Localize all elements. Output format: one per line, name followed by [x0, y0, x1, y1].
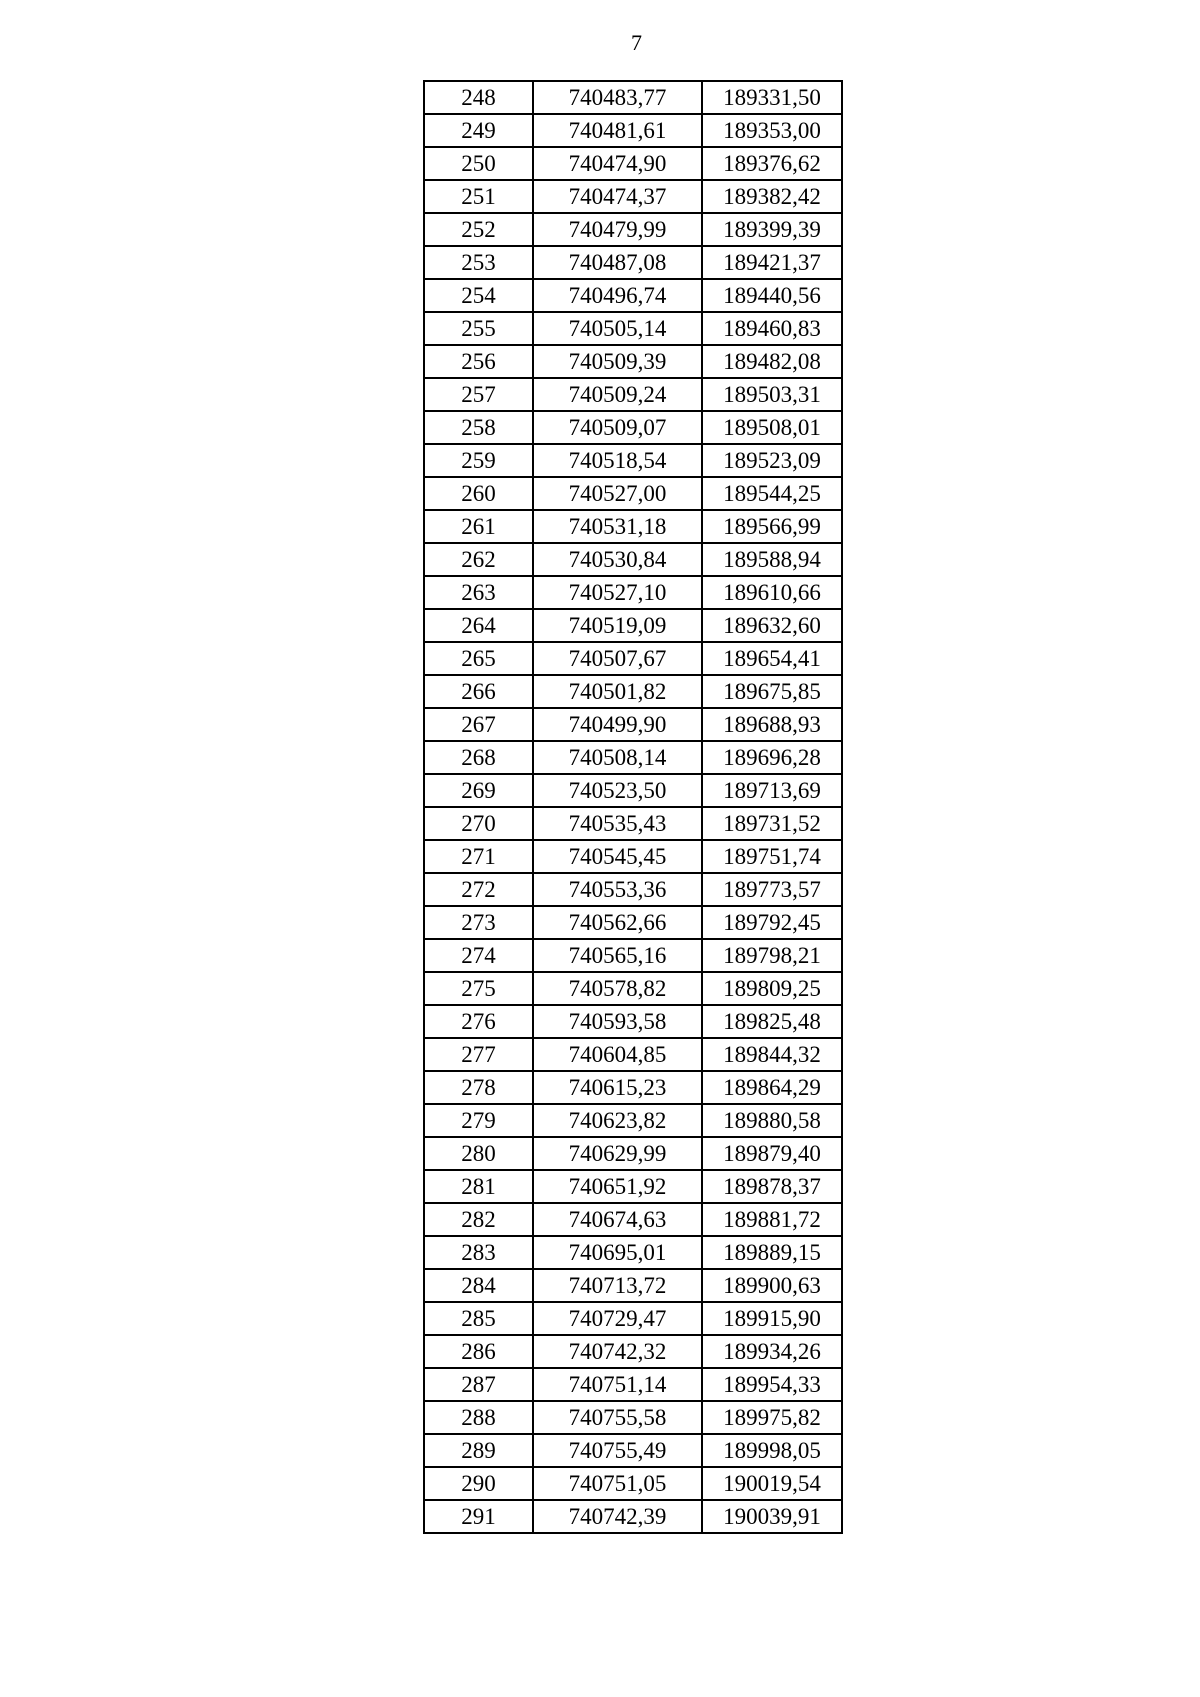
x-coordinate-cell: 740545,45	[533, 840, 702, 873]
table-row	[424, 609, 842, 642]
y-coordinate-cell: 189610,66	[702, 576, 842, 609]
y-coordinate-cell: 189954,33	[702, 1368, 842, 1401]
table-row	[424, 477, 842, 510]
x-coordinate-cell: 740729,47	[533, 1302, 702, 1335]
y-coordinate-cell: 189503,31	[702, 378, 842, 411]
y-coordinate-cell: 189331,50	[702, 81, 842, 114]
point-number-cell: 287	[424, 1368, 533, 1401]
table-row	[424, 1269, 842, 1302]
x-coordinate-cell: 740496,74	[533, 279, 702, 312]
point-number-cell: 256	[424, 345, 533, 378]
y-coordinate-cell: 189421,37	[702, 246, 842, 279]
x-coordinate-cell: 740742,39	[533, 1500, 702, 1533]
table-row	[424, 1236, 842, 1269]
point-number-cell: 259	[424, 444, 533, 477]
table-row	[424, 180, 842, 213]
y-coordinate-cell: 189353,00	[702, 114, 842, 147]
point-number-cell: 286	[424, 1335, 533, 1368]
table-row	[424, 81, 842, 114]
point-number-cell: 249	[424, 114, 533, 147]
point-number-cell: 270	[424, 807, 533, 840]
point-number-cell: 274	[424, 939, 533, 972]
point-number-cell: 250	[424, 147, 533, 180]
table-row	[424, 642, 842, 675]
point-number-cell: 280	[424, 1137, 533, 1170]
table-row	[424, 1467, 842, 1500]
x-coordinate-cell: 740751,05	[533, 1467, 702, 1500]
table-row	[424, 840, 842, 873]
y-coordinate-cell: 189915,90	[702, 1302, 842, 1335]
x-coordinate-cell: 740474,90	[533, 147, 702, 180]
table-row	[424, 114, 842, 147]
x-coordinate-cell: 740518,54	[533, 444, 702, 477]
x-coordinate-cell: 740553,36	[533, 873, 702, 906]
y-coordinate-cell: 189975,82	[702, 1401, 842, 1434]
point-number-cell: 253	[424, 246, 533, 279]
table-row	[424, 411, 842, 444]
x-coordinate-cell: 740593,58	[533, 1005, 702, 1038]
point-number-cell: 248	[424, 81, 533, 114]
y-coordinate-cell: 189482,08	[702, 345, 842, 378]
table-row	[424, 1335, 842, 1368]
point-number-cell: 281	[424, 1170, 533, 1203]
y-coordinate-cell: 189825,48	[702, 1005, 842, 1038]
table-row	[424, 1170, 842, 1203]
table-row	[424, 807, 842, 840]
x-coordinate-cell: 740535,43	[533, 807, 702, 840]
table-row	[424, 1038, 842, 1071]
x-coordinate-cell: 740509,07	[533, 411, 702, 444]
y-coordinate-cell: 189879,40	[702, 1137, 842, 1170]
x-coordinate-cell: 740523,50	[533, 774, 702, 807]
point-number-cell: 255	[424, 312, 533, 345]
table-row	[424, 972, 842, 1005]
x-coordinate-cell: 740474,37	[533, 180, 702, 213]
point-number-cell: 261	[424, 510, 533, 543]
y-coordinate-cell: 189688,93	[702, 708, 842, 741]
x-coordinate-cell: 740562,66	[533, 906, 702, 939]
y-coordinate-cell: 189798,21	[702, 939, 842, 972]
y-coordinate-cell: 189382,42	[702, 180, 842, 213]
point-number-cell: 291	[424, 1500, 533, 1533]
point-number-cell: 285	[424, 1302, 533, 1335]
table-row	[424, 213, 842, 246]
y-coordinate-cell: 189675,85	[702, 675, 842, 708]
point-number-cell: 272	[424, 873, 533, 906]
y-coordinate-cell: 189508,01	[702, 411, 842, 444]
x-coordinate-cell: 740755,49	[533, 1434, 702, 1467]
y-coordinate-cell: 189751,74	[702, 840, 842, 873]
point-number-cell: 266	[424, 675, 533, 708]
y-coordinate-cell: 189632,60	[702, 609, 842, 642]
point-number-cell: 267	[424, 708, 533, 741]
y-coordinate-cell: 190039,91	[702, 1500, 842, 1533]
x-coordinate-cell: 740507,67	[533, 642, 702, 675]
table-row	[424, 906, 842, 939]
x-coordinate-cell: 740578,82	[533, 972, 702, 1005]
y-coordinate-cell: 189773,57	[702, 873, 842, 906]
table-row	[424, 147, 842, 180]
x-coordinate-cell: 740508,14	[533, 741, 702, 774]
x-coordinate-cell: 740742,32	[533, 1335, 702, 1368]
table-row	[424, 246, 842, 279]
x-coordinate-cell: 740530,84	[533, 543, 702, 576]
table-row	[424, 444, 842, 477]
x-coordinate-cell: 740499,90	[533, 708, 702, 741]
x-coordinate-cell: 740527,00	[533, 477, 702, 510]
x-coordinate-cell: 740755,58	[533, 1401, 702, 1434]
x-coordinate-cell: 740695,01	[533, 1236, 702, 1269]
table-row	[424, 1434, 842, 1467]
point-number-cell: 283	[424, 1236, 533, 1269]
point-number-cell: 268	[424, 741, 533, 774]
y-coordinate-cell: 189934,26	[702, 1335, 842, 1368]
table-row	[424, 1104, 842, 1137]
y-coordinate-cell: 189523,09	[702, 444, 842, 477]
point-number-cell: 260	[424, 477, 533, 510]
x-coordinate-cell: 740531,18	[533, 510, 702, 543]
y-coordinate-cell: 189844,32	[702, 1038, 842, 1071]
y-coordinate-cell: 189440,56	[702, 279, 842, 312]
table-row	[424, 378, 842, 411]
table-row	[424, 279, 842, 312]
y-coordinate-cell: 189376,62	[702, 147, 842, 180]
x-coordinate-cell: 740751,14	[533, 1368, 702, 1401]
y-coordinate-cell: 189654,41	[702, 642, 842, 675]
point-number-cell: 262	[424, 543, 533, 576]
y-coordinate-cell: 189889,15	[702, 1236, 842, 1269]
x-coordinate-cell: 740651,92	[533, 1170, 702, 1203]
y-coordinate-cell: 189881,72	[702, 1203, 842, 1236]
point-number-cell: 276	[424, 1005, 533, 1038]
point-number-cell: 257	[424, 378, 533, 411]
x-coordinate-cell: 740505,14	[533, 312, 702, 345]
table-row	[424, 675, 842, 708]
point-number-cell: 275	[424, 972, 533, 1005]
x-coordinate-cell: 740479,99	[533, 213, 702, 246]
y-coordinate-cell: 189809,25	[702, 972, 842, 1005]
table-row	[424, 1302, 842, 1335]
point-number-cell: 277	[424, 1038, 533, 1071]
point-number-cell: 265	[424, 642, 533, 675]
x-coordinate-cell: 740674,63	[533, 1203, 702, 1236]
x-coordinate-cell: 740623,82	[533, 1104, 702, 1137]
table-row	[424, 1368, 842, 1401]
y-coordinate-cell: 189460,83	[702, 312, 842, 345]
point-number-cell: 290	[424, 1467, 533, 1500]
y-coordinate-cell: 189566,99	[702, 510, 842, 543]
table-row	[424, 1137, 842, 1170]
point-number-cell: 278	[424, 1071, 533, 1104]
table-row	[424, 576, 842, 609]
y-coordinate-cell: 189864,29	[702, 1071, 842, 1104]
y-coordinate-cell: 189696,28	[702, 741, 842, 774]
table-row	[424, 1500, 842, 1533]
point-number-cell: 251	[424, 180, 533, 213]
point-number-cell: 282	[424, 1203, 533, 1236]
point-number-cell: 271	[424, 840, 533, 873]
x-coordinate-cell: 740565,16	[533, 939, 702, 972]
page-number: 7	[631, 30, 642, 55]
point-number-cell: 254	[424, 279, 533, 312]
table-row	[424, 1203, 842, 1236]
table-row	[424, 345, 842, 378]
point-number-cell: 264	[424, 609, 533, 642]
y-coordinate-cell: 189792,45	[702, 906, 842, 939]
point-number-cell: 284	[424, 1269, 533, 1302]
point-number-cell: 279	[424, 1104, 533, 1137]
table-row	[424, 873, 842, 906]
y-coordinate-cell: 189900,63	[702, 1269, 842, 1302]
table-row	[424, 312, 842, 345]
table-body	[424, 81, 842, 1533]
x-coordinate-cell: 740629,99	[533, 1137, 702, 1170]
table-row	[424, 708, 842, 741]
table-row	[424, 1401, 842, 1434]
x-coordinate-cell: 740713,72	[533, 1269, 702, 1302]
point-number-cell: 269	[424, 774, 533, 807]
table-row	[424, 741, 842, 774]
y-coordinate-cell: 189878,37	[702, 1170, 842, 1203]
y-coordinate-cell: 189880,58	[702, 1104, 842, 1137]
x-coordinate-cell: 740509,24	[533, 378, 702, 411]
point-number-cell: 258	[424, 411, 533, 444]
y-coordinate-cell: 189544,25	[702, 477, 842, 510]
table-row	[424, 1005, 842, 1038]
y-coordinate-cell: 190019,54	[702, 1467, 842, 1500]
table-row	[424, 543, 842, 576]
y-coordinate-cell: 189399,39	[702, 213, 842, 246]
x-coordinate-cell: 740501,82	[533, 675, 702, 708]
coordinates-table	[423, 80, 843, 1534]
table-row	[424, 510, 842, 543]
y-coordinate-cell: 189998,05	[702, 1434, 842, 1467]
point-number-cell: 273	[424, 906, 533, 939]
point-number-cell: 288	[424, 1401, 533, 1434]
table-row	[424, 1071, 842, 1104]
table-row	[424, 774, 842, 807]
y-coordinate-cell: 189713,69	[702, 774, 842, 807]
x-coordinate-cell: 740527,10	[533, 576, 702, 609]
point-number-cell: 252	[424, 213, 533, 246]
y-coordinate-cell: 189731,52	[702, 807, 842, 840]
point-number-cell: 263	[424, 576, 533, 609]
x-coordinate-cell: 740509,39	[533, 345, 702, 378]
point-number-cell: 289	[424, 1434, 533, 1467]
x-coordinate-cell: 740615,23	[533, 1071, 702, 1104]
x-coordinate-cell: 740519,09	[533, 609, 702, 642]
x-coordinate-cell: 740487,08	[533, 246, 702, 279]
y-coordinate-cell: 189588,94	[702, 543, 842, 576]
x-coordinate-cell: 740483,77	[533, 81, 702, 114]
x-coordinate-cell: 740604,85	[533, 1038, 702, 1071]
table-row	[424, 939, 842, 972]
x-coordinate-cell: 740481,61	[533, 114, 702, 147]
